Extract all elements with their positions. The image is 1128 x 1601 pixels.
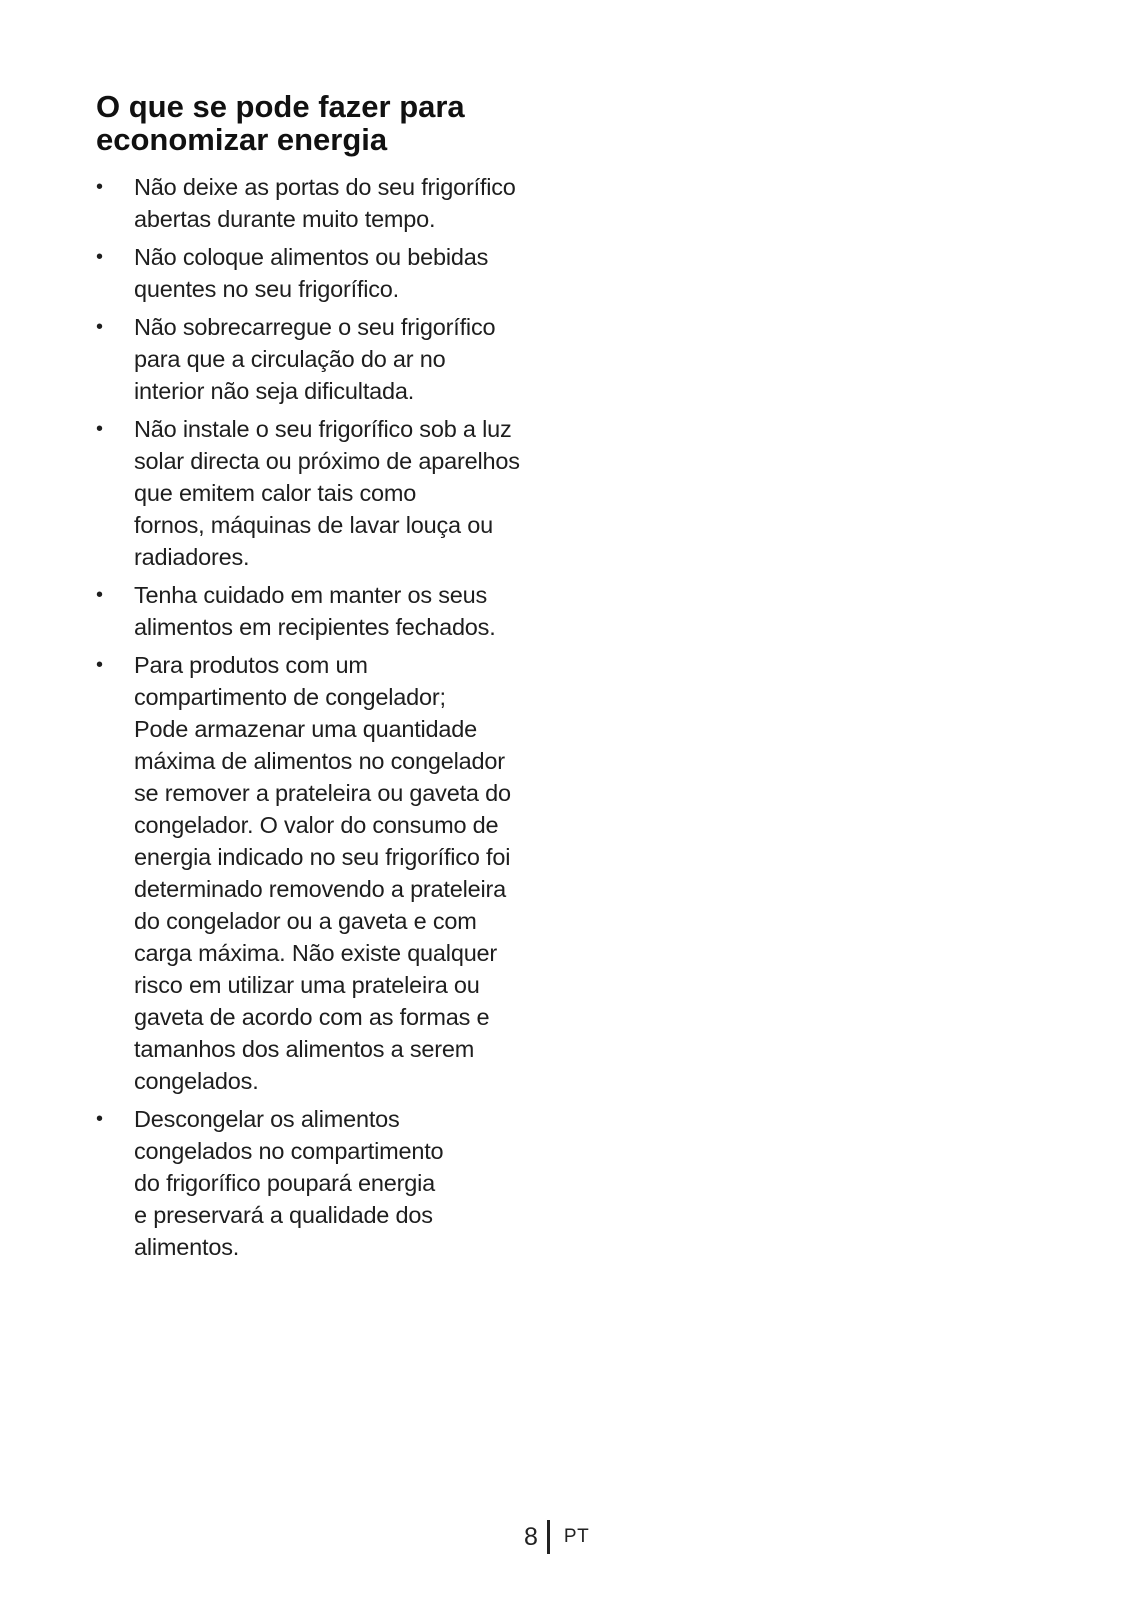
list-item-text-line: energia indicado no seu frigorífico foi	[134, 844, 511, 870]
bullet-icon: •	[96, 584, 103, 606]
energy-tips-list	[96, 171, 566, 1269]
list-item-text-line: Tenha cuidado em manter os seus	[134, 582, 488, 608]
bullet-icon: •	[96, 176, 103, 198]
list-item-text-line: interior não seja dificultada.	[134, 378, 415, 404]
list-item-text-line: tamanhos dos alimentos a serem	[134, 1036, 475, 1062]
list-item-text-line: fornos, máquinas de lavar louça ou	[134, 512, 493, 538]
list-item	[96, 1103, 566, 1263]
list-item-text-line: Descongelar os alimentos	[134, 1106, 400, 1132]
list-item-text-line: risco em utilizar uma prateleira ou	[134, 972, 480, 998]
list-item-text-line: alimentos em recipientes fechados.	[134, 614, 496, 640]
footer-divider	[547, 1520, 550, 1554]
page-title-line: economizar energia	[96, 122, 388, 157]
list-item-text-line: que emitem calor tais como	[134, 480, 417, 506]
list-item-text-line: abertas durante muito tempo.	[134, 206, 436, 232]
page-footer	[524, 1517, 589, 1557]
list-item-text-line: compartimento de congelador;	[134, 684, 446, 710]
list-item-text-line: Pode armazenar uma quantidade	[134, 716, 478, 742]
list-item-text-line: gaveta de acordo com as formas e	[134, 1004, 490, 1030]
list-item-text-line: congelados.	[134, 1068, 259, 1094]
list-item	[96, 413, 566, 573]
list-item	[96, 171, 566, 235]
list-item-text-line: para que a circulação do ar no	[134, 346, 446, 372]
list-item-text-line: radiadores.	[134, 544, 250, 570]
page-number: 8	[524, 1522, 538, 1551]
list-item-text-line: determinado removendo a prateleira	[134, 876, 507, 902]
list-item-text-line: congelados no compartimento	[134, 1138, 444, 1164]
bullet-icon: •	[96, 1108, 103, 1130]
list-item	[96, 579, 566, 643]
page-title	[96, 90, 566, 156]
list-item-text-line: do frigorífico poupará energia	[134, 1170, 436, 1196]
page-title-line: O que se pode fazer para	[96, 89, 465, 124]
list-item-text-line: solar directa ou próximo de aparelhos	[134, 448, 520, 474]
list-item	[96, 311, 566, 407]
language-code: PT	[563, 1526, 590, 1547]
list-item-text-line: Não sobrecarregue o seu frigorífico	[134, 314, 496, 340]
list-item-text-line: e preservará a qualidade dos	[134, 1202, 433, 1228]
bullet-icon: •	[96, 246, 103, 268]
bullet-icon: •	[96, 418, 103, 440]
list-item-text-line: carga máxima. Não existe qualquer	[134, 940, 498, 966]
list-item-text-line: quentes no seu frigorífico.	[134, 276, 400, 302]
list-item-text-line: congelador. O valor do consumo de	[134, 812, 499, 838]
bullet-icon: •	[96, 316, 103, 338]
list-item-text-line: do congelador ou a gaveta e com	[134, 908, 477, 934]
list-item-text-line: máxima de alimentos no congelador	[134, 748, 505, 774]
list-item-text-line: Não coloque alimentos ou bebidas	[134, 244, 489, 270]
list-item-text-line: Não instale o seu frigorífico sob a luz	[134, 416, 512, 442]
list-item	[96, 241, 566, 305]
list-item-text-line: Para produtos com um	[134, 652, 368, 678]
list-item-text-line: Não deixe as portas do seu frigorífico	[134, 174, 516, 200]
list-item-text-line: se remover a prateleira ou gaveta do	[134, 780, 511, 806]
list-item-text-line: alimentos.	[134, 1234, 240, 1260]
bullet-icon: •	[96, 654, 103, 676]
list-item	[96, 649, 566, 1097]
